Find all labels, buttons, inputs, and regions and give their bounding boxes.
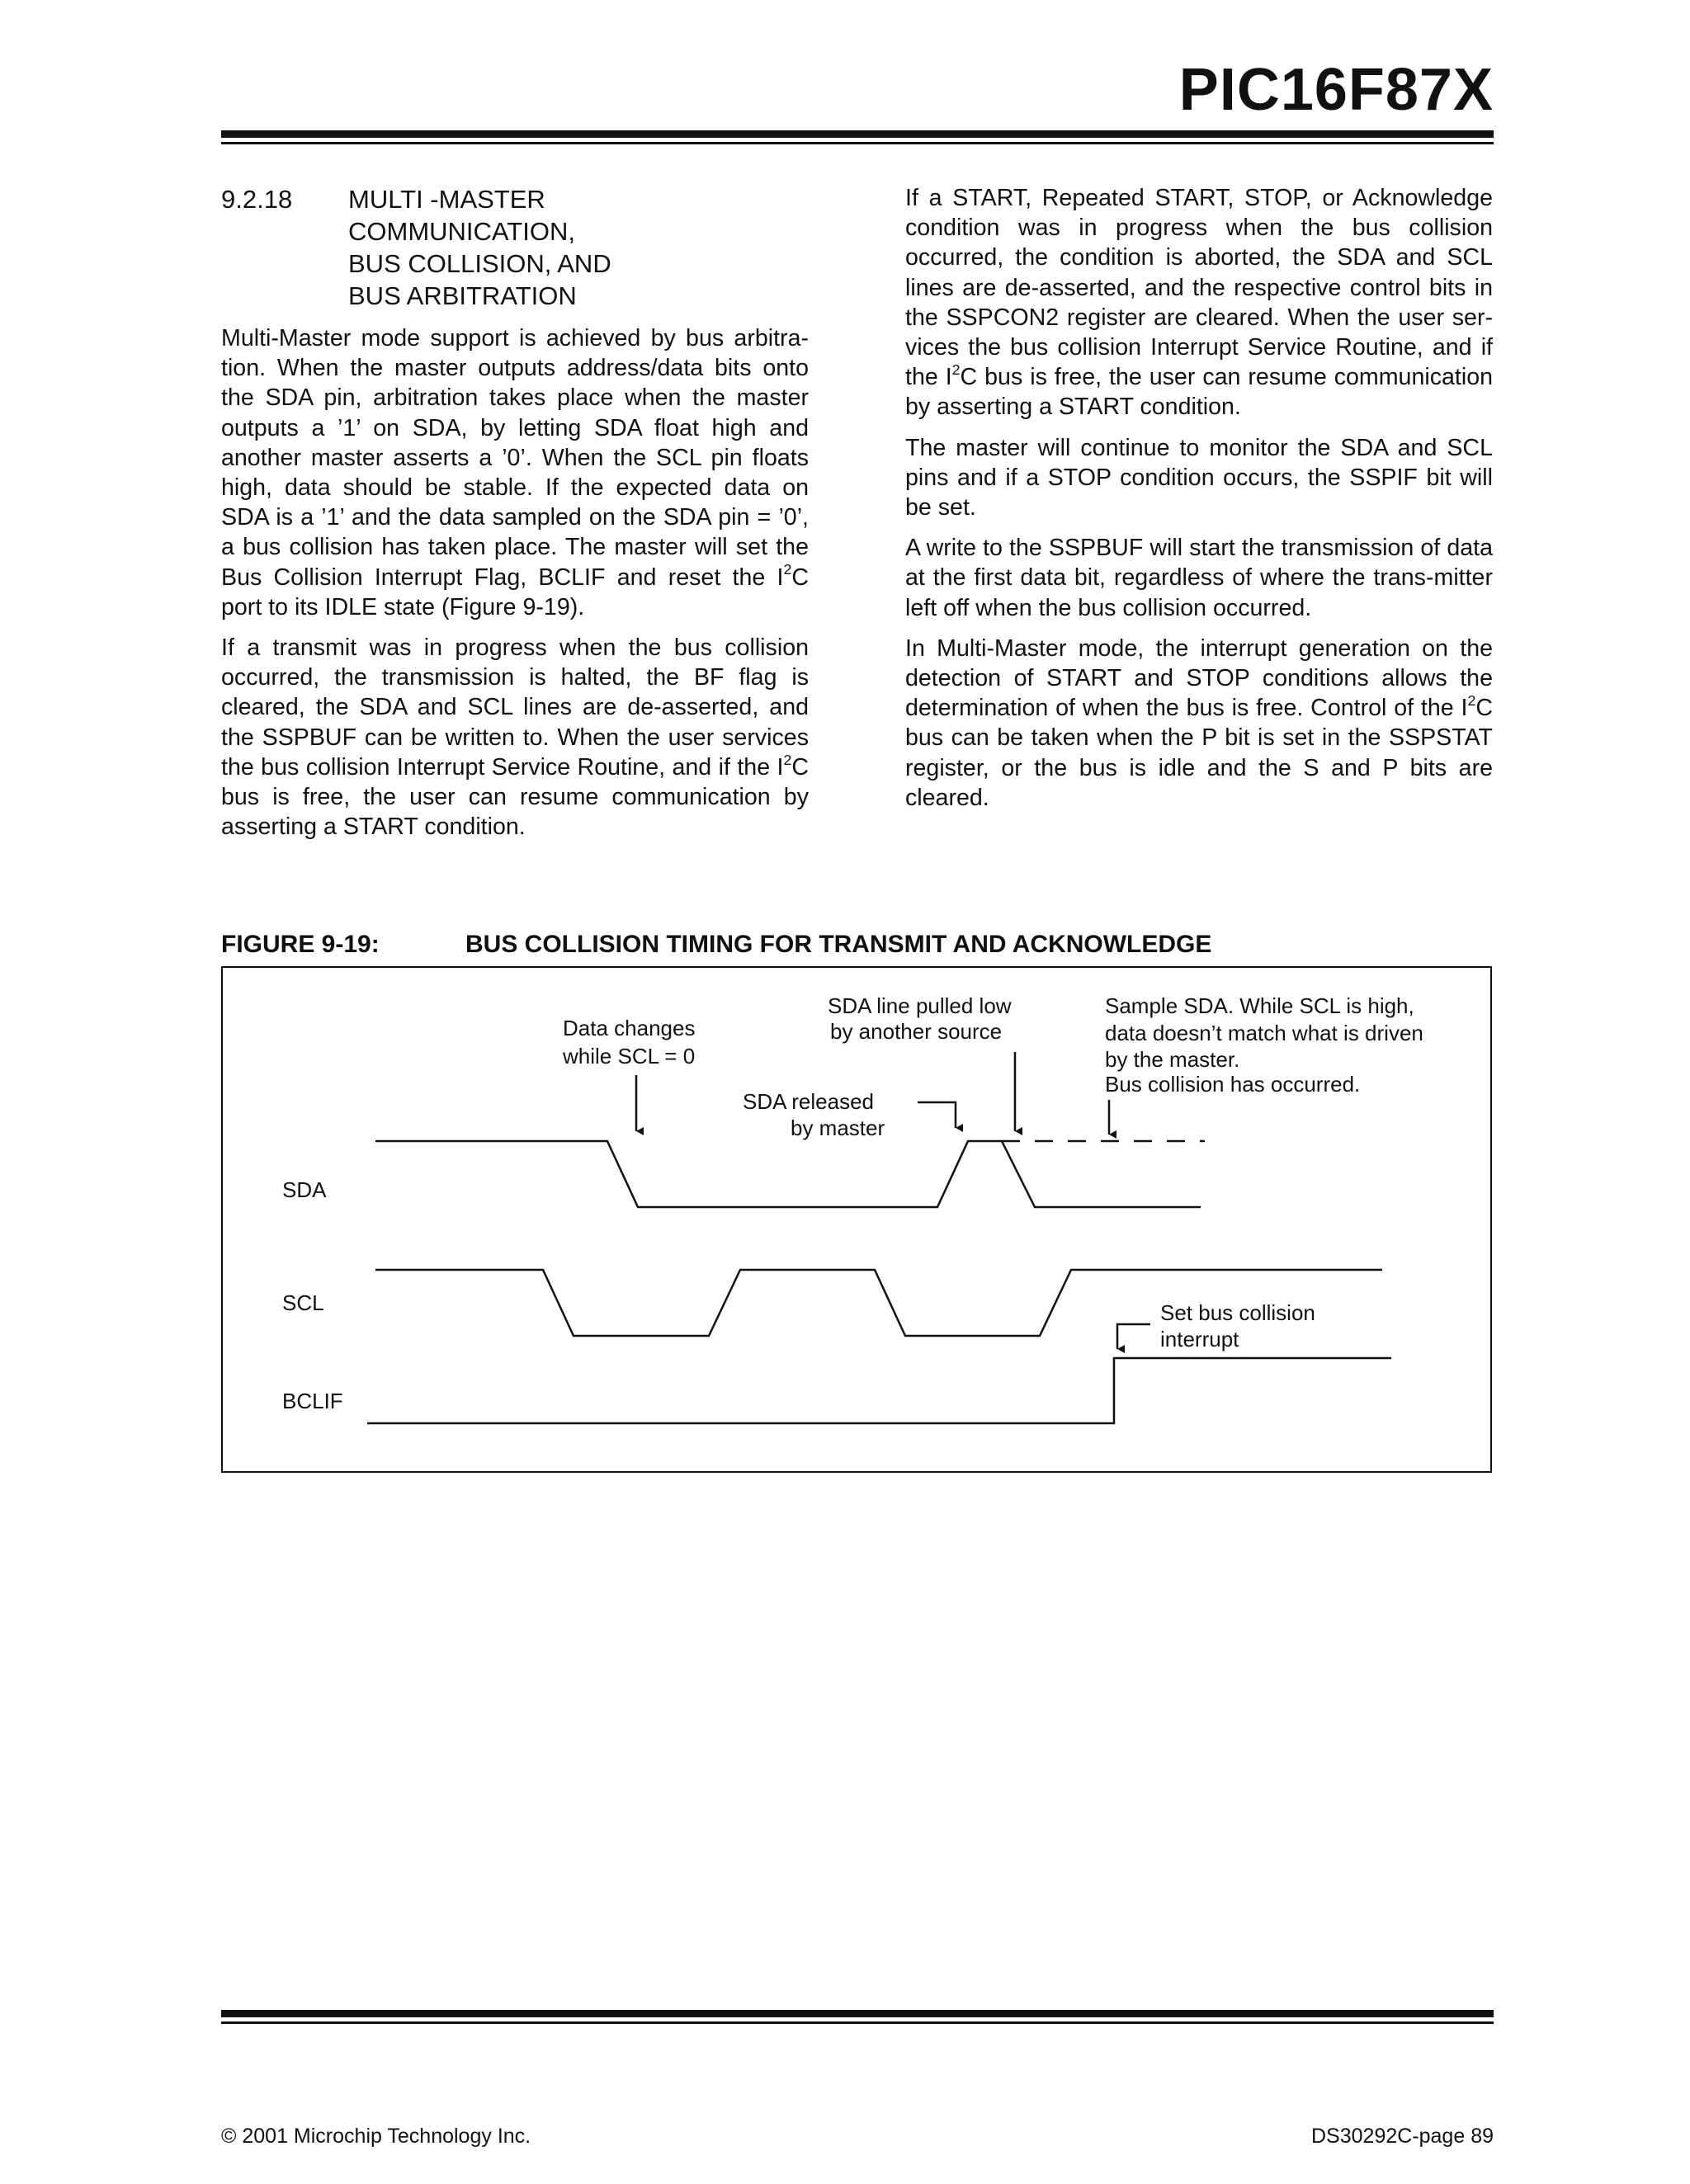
right-column: [905, 183, 1493, 823]
header-rule-thin: [221, 142, 1494, 144]
right-paragraph-2: The master will continue to monitor the SDA and SCL pins and if a STOP condition occurs, the SSPIF bit will be set.: [905, 434, 1493, 521]
section-title: MULTI -MASTER COMMUNICATION, BUS COLLISION, AND BUS ARBITRATION: [348, 185, 611, 310]
header-rule-thick: [221, 130, 1494, 138]
left-column: [221, 183, 809, 852]
figure-number: FIGURE 9-19:: [221, 931, 380, 958]
section-number: 9.2.18: [221, 185, 293, 214]
svg-text:Bus collision has occurred.: Bus collision has occurred.: [1105, 1072, 1361, 1097]
annotation-sda-released: [743, 1089, 956, 1140]
bclif-waveform: [367, 1358, 1391, 1423]
figure-caption: [221, 931, 1211, 959]
svg-text:by another source: by another source: [830, 1019, 1003, 1044]
svg-text:Set bus collision: Set bus collision: [1160, 1300, 1315, 1325]
footer-rule-thick: [221, 2010, 1494, 2017]
svg-text:SDA released: SDA released: [743, 1089, 874, 1114]
arrow-set-bclif: [1117, 1324, 1150, 1349]
bclif-label: BCLIF: [282, 1389, 343, 1413]
footer-rule-thin: [221, 2021, 1494, 2024]
annotation-set-bclif: [1117, 1300, 1315, 1351]
scl-label: SCL: [282, 1290, 324, 1315]
arrow-sda-released: [918, 1102, 956, 1128]
svg-text:by master: by master: [791, 1116, 885, 1140]
footer-copyright: © 2001 Microchip Technology Inc.: [221, 2125, 531, 2148]
svg-text:by the master.: by the master.: [1105, 1047, 1240, 1072]
footer-page-number: DS30292C-page 89: [1311, 2125, 1494, 2148]
svg-text:while SCL = 0: while SCL = 0: [563, 1044, 696, 1068]
left-paragraph-1: Multi-Master mode support is achieved by bus arbitra-tion. When the master outputs address/data bits onto the SDA pin, arbitration takes place when the master outputs a ’1’ on SDA, by letting SDA float high and another master asserts a ’0’. When the SCL pin floats high, data should be stable. If the expected data on SDA is a ’1’ and the data sampled on the SDA pin = ’0’, a bus collision has taken place. The master will set the Bus Collision Interrupt Flag, BCLIF and reset the $I^2C$ port to its IDLE state (Figure 9-19).: [221, 325, 809, 620]
sda-label: SDA: [282, 1177, 327, 1202]
svg-text:Data changes: Data changes: [563, 1016, 696, 1040]
section-heading: [221, 183, 809, 312]
annotation-sample-sda: [1105, 993, 1423, 1134]
timing-diagram: [221, 966, 1492, 1473]
right-paragraph-3: A write to the SSPBUF will start the transmission of data at the first data bit, regardless of where the trans-mitter left off when the bus collision occurred.: [905, 535, 1493, 621]
svg-text:Sample SDA. While SCL is high,: Sample SDA. While SCL is high,: [1105, 993, 1414, 1018]
right-paragraph-4: In Multi-Master mode, the interrupt generation on the detection of START and STOP conditions allows the determination of when the bus is free. Control of the $I^2C$ bus can be taken when the P bit is set in the SSPSTAT register, or the bus is idle and the S and P bits are cleared.: [905, 634, 1493, 811]
left-paragraph-2: If a transmit was in progress when the bus collision occurred, the transmission is halted, the BF flag is cleared, the SDA and SCL lines are de-asserted, and the SSPBUF can be written to. When the user services the bus collision Interrupt Service Routine, and if the $I^2C$ bus is free, the user can resume communication by asserting a START condition.: [221, 634, 809, 841]
timing-diagram-svg: [223, 968, 1494, 1474]
svg-text:data doesn’t match what is dri: data doesn’t match what is driven: [1105, 1021, 1423, 1045]
sda-waveform: [375, 1141, 1201, 1207]
svg-text:SDA line pulled low: SDA line pulled low: [828, 993, 1012, 1018]
figure-title: BUS COLLISION TIMING FOR TRANSMIT AND ACKNOWLEDGE: [465, 931, 1212, 958]
annotation-data-changes: [562, 1016, 695, 1131]
svg-text:interrupt: interrupt: [1160, 1327, 1239, 1351]
right-paragraph-1: If a START, Repeated START, STOP, or Acknowledge condition was in progress when the bus collision occurred, the condition is aborted, the SDA and SCL lines are de-asserted, and the respective control bits in the SSPCON2 register are cleared. When the user ser-vices the bus collision Interrupt Service Routine, and if the $I^2C$ bus is free, the user can resume communication by asserting a START condition.: [905, 185, 1493, 421]
page-title: PIC16F87X: [1178, 57, 1494, 123]
